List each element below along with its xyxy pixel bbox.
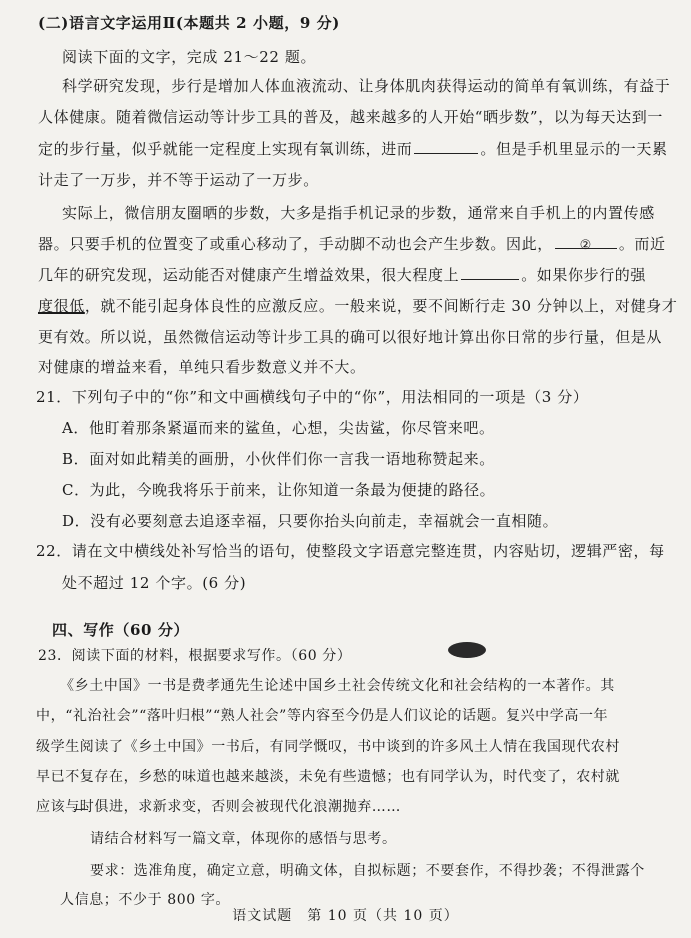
q21-stem: 21．下列句子中的“你”和文中画横线句子中的“你”，用法相同的一项是（3 分） (36, 388, 589, 406)
passage-text: 。而近 (618, 235, 666, 253)
passage-line (38, 296, 677, 316)
section4-heading: 四、写作（60 分） (52, 621, 190, 639)
passage-text: 几年的研究发现，运动能否对健康产生增益效果，很大程度上 (38, 266, 460, 284)
material-line: 级学生阅读了《乡土中国》一书后，有同学慨叹，书中谈到的许多风土人情在我国现代农村 (36, 739, 620, 755)
q23-task: 请结合材料写一篇文章，体现你的感悟与思考。 (90, 831, 397, 847)
passage-text: 。如果你步行的强 (521, 266, 647, 284)
answer-blank-1 (414, 139, 478, 154)
passage-line (38, 265, 646, 285)
ink-blot (448, 642, 486, 658)
blank-number-2: ② (579, 238, 592, 253)
passage-line: 实际上，微信朋友圈晒的步数，大多是指手机记录的步数，通常来自手机上的内置传感 (62, 204, 655, 222)
answer-blank-2 (555, 234, 617, 253)
q21-option-a: A．他盯着那条紧逼而来的鲨鱼，心想，尖齿鲨，你尽管来吧。 (62, 419, 495, 437)
passage-line: 计走了一万步，并不等于运动了一万步。 (38, 171, 319, 189)
page-footer: 语文试题 第 10 页（共 10 页） (232, 908, 459, 924)
q21-option-d: D．没有必要刻意去追逐幸福，只要你抬头向前走，幸福就会一直相随。 (62, 512, 559, 530)
margin-dash (74, 809, 88, 810)
section2-heading: (二)语言文字运用Ⅱ(本题共 2 小题，9 分) (38, 14, 340, 32)
passage-line (38, 139, 668, 159)
q22-line: 处不超过 12 个字。(6 分) (62, 574, 247, 592)
underlined-sentence: 度很低 (38, 297, 85, 315)
section2-intro: 阅读下面的文字，完成 21～22 题。 (62, 48, 317, 66)
material-line: 中，“礼治社会”“落叶归根”“熟人社会”等内容至今仍是人们议论的话题。复兴中学高一年 (36, 708, 609, 724)
passage-text: 器。只要手机的位置变了或重心移动了，手动脚不动也会产生步数。因此， (38, 235, 553, 253)
q23-requirements: 人信息；不少于 800 字。 (60, 892, 231, 908)
q23-requirements: 要求：选准角度，确定立意，明确文体，自拟标题；不要套作，不得抄袭；不得泄露个 (90, 863, 645, 879)
material-line: 应该与时俱进，求新求变，否则会被现代化浪潮抛弃…… (36, 799, 401, 815)
passage-line: 对健康的增益来看，单纯只看步数意义并不大。 (38, 358, 366, 376)
answer-blank-3 (461, 265, 519, 280)
passage-line: 更有效。所以说，虽然微信运动等计步工具的确可以很好地计算出你日常的步行量，但是从 (38, 328, 663, 346)
passage-text: ，就不能引起身体良性的应激反应。一般来说，要不间断行走 30 分钟以上，对健身才 (84, 297, 678, 315)
passage-line: 人体健康。随着微信运动等计步工具的普及，越来越多的人开始“晒步数”，以为每天达到一 (38, 108, 663, 126)
passage-line (38, 234, 666, 254)
passage-text: 。但是手机里显示的一天累 (480, 140, 668, 158)
passage-line: 科学研究发现，步行是增加人体血液流动、让身体肌肉获得运动的简单有氧训练，有益于 (62, 77, 671, 95)
material-line: 早已不复存在，乡愁的味道也越来越淡，未免有些遗憾；也有同学认为，时代变了，农村就 (36, 769, 620, 785)
q23-stem: 23．阅读下面的材料，根据要求写作。（60 分） (38, 648, 352, 664)
passage-text: 定的步行量，似乎就能一定程度上实现有氧训练，进而 (38, 140, 413, 158)
q21-option-c: C．为此，今晚我将乐于前来，让你知道一条最为便捷的路径。 (62, 481, 496, 499)
material-line: 《乡土中国》一书是费孝通先生论述中国乡土社会传统文化和社会结构的一本著作。其 (60, 678, 615, 694)
q22-line: 22．请在文中横线处补写恰当的语句，使整段文字语意完整连贯，内容贴切，逻辑严密，每 (36, 542, 665, 560)
q21-option-b: B．面对如此精美的画册，小伙伴们你一言我一语地称赞起来。 (62, 450, 495, 468)
